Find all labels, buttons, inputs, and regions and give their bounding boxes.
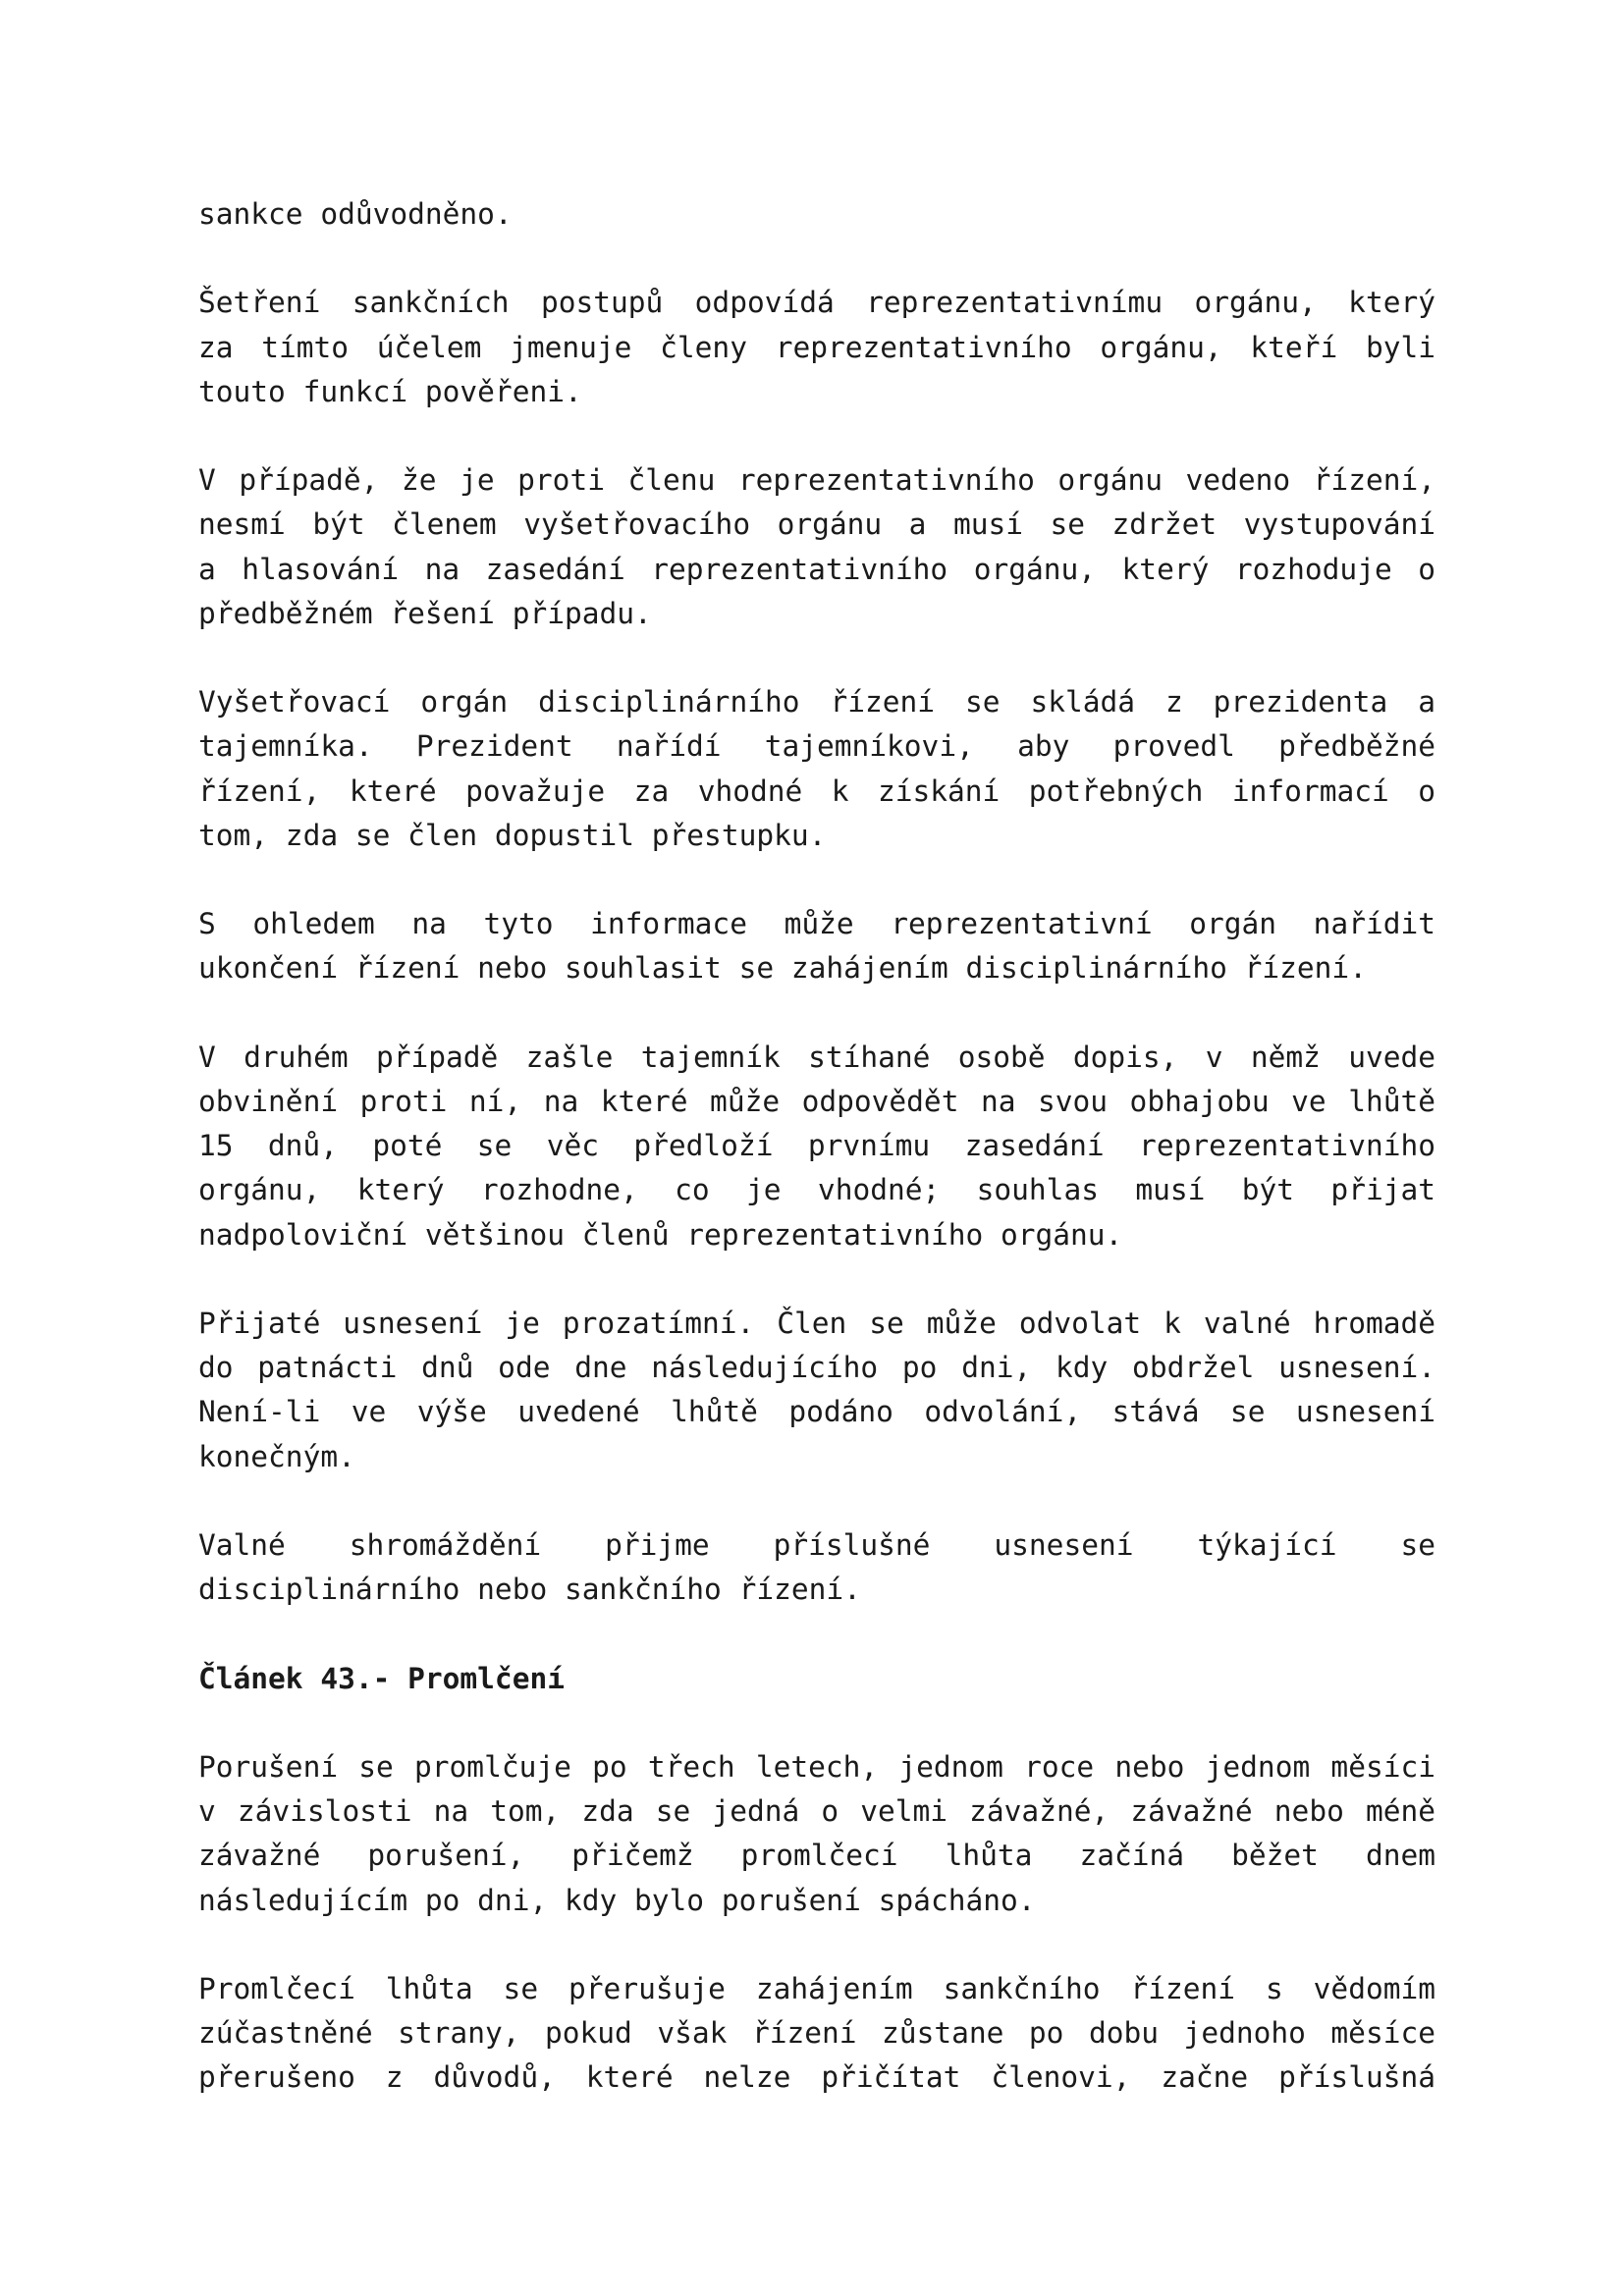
paragraph-p8	[198, 1523, 1435, 1612]
paragraph-p6	[198, 1036, 1435, 1257]
text-line: v závislosti na tom, zda se jedná o velmi závažné, závažné nebo méně	[198, 1794, 1435, 1829]
paragraph-p2	[198, 281, 1435, 414]
text-line: tom, zda se člen dopustil přestupku.	[198, 818, 827, 852]
text-line: 15 dnů, poté se věc předloží prvnímu zasedání reprezentativního	[198, 1129, 1435, 1163]
text-line: Vyšetřovací orgán disciplinárního řízení se skládá z prezidenta a	[198, 685, 1435, 720]
text-line: obvinění proti ní, na které může odpovědět na svou obhajobu ve lhůtě	[198, 1084, 1435, 1118]
paragraph-p5	[198, 902, 1435, 990]
paragraph-p1	[198, 192, 1435, 237]
text-line: zúčastněné strany, pokud však řízení zůstane po dobu jednoho měsíce	[198, 2016, 1435, 2051]
text-line: nadpoloviční většinou členů reprezentativního orgánu.	[198, 1217, 1123, 1252]
text-line: orgánu, který rozhodne, co je vhodné; souhlas musí být přijat	[198, 1173, 1435, 1207]
text-line: S ohledem na tyto informace může reprezentativní orgán nařídit	[198, 907, 1435, 941]
text-line: nesmí být členem vyšetřovacího orgánu a musí se zdržet vystupování	[198, 507, 1435, 542]
text-line: touto funkcí pověřeni.	[198, 374, 582, 408]
text-line: závažné porušení, přičemž promlčecí lhůta začíná běžet dnem	[198, 1839, 1435, 1873]
paragraph-p7	[198, 1302, 1435, 1479]
text-line: Není-li ve výše uvedené lhůtě podáno odvolání, stává se usnesení	[198, 1395, 1435, 1429]
text-line: přerušeno z důvodů, které nelze přičítat členovi, začne příslušná	[198, 2060, 1435, 2095]
paragraph-p4	[198, 680, 1435, 858]
text-line: následujícím po dni, kdy bylo porušení spácháno.	[198, 1883, 1036, 1917]
text-line: Promlčecí lhůta se přerušuje zahájením sankčního řízení s vědomím	[198, 1971, 1435, 2005]
text-line: Valné shromáždění přijme příslušné usnesení týkající se	[198, 1527, 1435, 1562]
text-line: Šetření sankčních postupů odpovídá reprezentativnímu orgánu, který	[198, 286, 1435, 320]
text-line: disciplinárního nebo sankčního řízení.	[198, 1573, 861, 1607]
text-line: Přijaté usnesení je prozatímní. Člen se může odvolat k valné hromadě	[198, 1306, 1435, 1340]
text-line: konečným.	[198, 1439, 355, 1473]
paragraph-p3	[198, 458, 1435, 636]
article-heading: Článek 43.- Promlčení	[198, 1661, 565, 1695]
article-body	[198, 192, 1435, 1612]
document-page	[198, 192, 1435, 2145]
text-line: V případě, že je proti členu reprezentativního orgánu vedeno řízení,	[198, 463, 1435, 498]
paragraph-p9	[198, 1745, 1435, 1923]
text-line: Porušení se promlčuje po třech letech, jednom roce nebo jednom měsíci	[198, 1749, 1435, 1784]
text-line: a hlasování na zasedání reprezentativního orgánu, který rozhoduje o	[198, 552, 1435, 586]
text-line: ukončení řízení nebo souhlasit se zahájením disciplinárního řízení.	[198, 951, 1367, 986]
article-43-body	[198, 1745, 1435, 2101]
text-line: tajemníka. Prezident nařídí tajemníkovi, aby provedl předběžné	[198, 729, 1435, 764]
text-line: předběžném řešení případu.	[198, 596, 652, 630]
text-line: do patnácti dnů ode dne následujícího po dni, kdy obdržel usnesení.	[198, 1351, 1435, 1385]
text-line: za tímto účelem jmenuje členy reprezentativního orgánu, kteří byli	[198, 330, 1435, 364]
paragraph-p10	[198, 1967, 1435, 2101]
text-line: sankce odůvodněno.	[198, 197, 513, 231]
text-line: V druhém případě zašle tajemník stíhané osobě dopis, v němž uvede	[198, 1040, 1435, 1074]
text-line: řízení, které považuje za vhodné k získání potřebných informací o	[198, 774, 1435, 808]
